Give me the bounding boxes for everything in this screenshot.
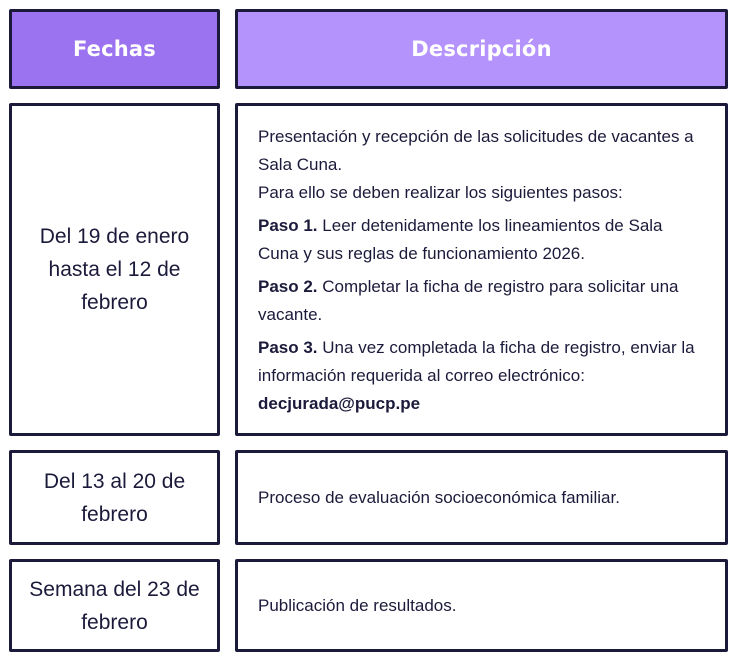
step-3 [258, 334, 707, 418]
row-1-intro: Presentación y recepción de las solicitudes de vacantes a Sala Cuna. [258, 127, 694, 174]
row-3-date: Semana del 23 de febrero [29, 577, 200, 634]
header-fechas-label: Fechas [72, 37, 156, 61]
step-1-text: Leer detenidamente los lineamientos de Sala Cuna y sus reglas de funcionamiento 2026. [258, 216, 663, 263]
row-3-description-cell [235, 559, 728, 652]
row-1-intro-steps: Para ello se deben realizar los siguientes pasos: [258, 183, 623, 202]
header-descripcion-label: Descripción [411, 37, 552, 61]
step-3-text: Una vez completada la ficha de registro, enviar la información requerida al correo electrónico: [258, 338, 695, 385]
step-1-label: Paso 1. [258, 216, 318, 235]
row-1-date: Del 19 de enero hasta el 12 de febrero [39, 225, 190, 314]
row-2-description-cell [235, 450, 728, 545]
contact-email: decjurada@pucp.pe [258, 394, 421, 413]
header-descripcion [235, 9, 728, 89]
row-3-date-cell [9, 559, 220, 652]
step-3-label: Paso 3. [258, 338, 318, 357]
row-3-description: Publicación de resultados. [258, 595, 457, 615]
step-2-text: Completar la ficha de registro para solicitar una vacante. [258, 277, 679, 324]
step-2 [258, 273, 707, 329]
header-fechas [9, 9, 220, 89]
step-1 [258, 212, 707, 268]
step-2-label: Paso 2. [258, 277, 318, 296]
row-2-date-cell [9, 450, 220, 545]
row-2-date: Del 13 al 20 de febrero [43, 469, 186, 526]
row-1-date-cell [9, 103, 220, 436]
row-2-description: Proceso de evaluación socioeconómica familiar. [258, 487, 620, 507]
row-1-description-cell [235, 103, 728, 436]
